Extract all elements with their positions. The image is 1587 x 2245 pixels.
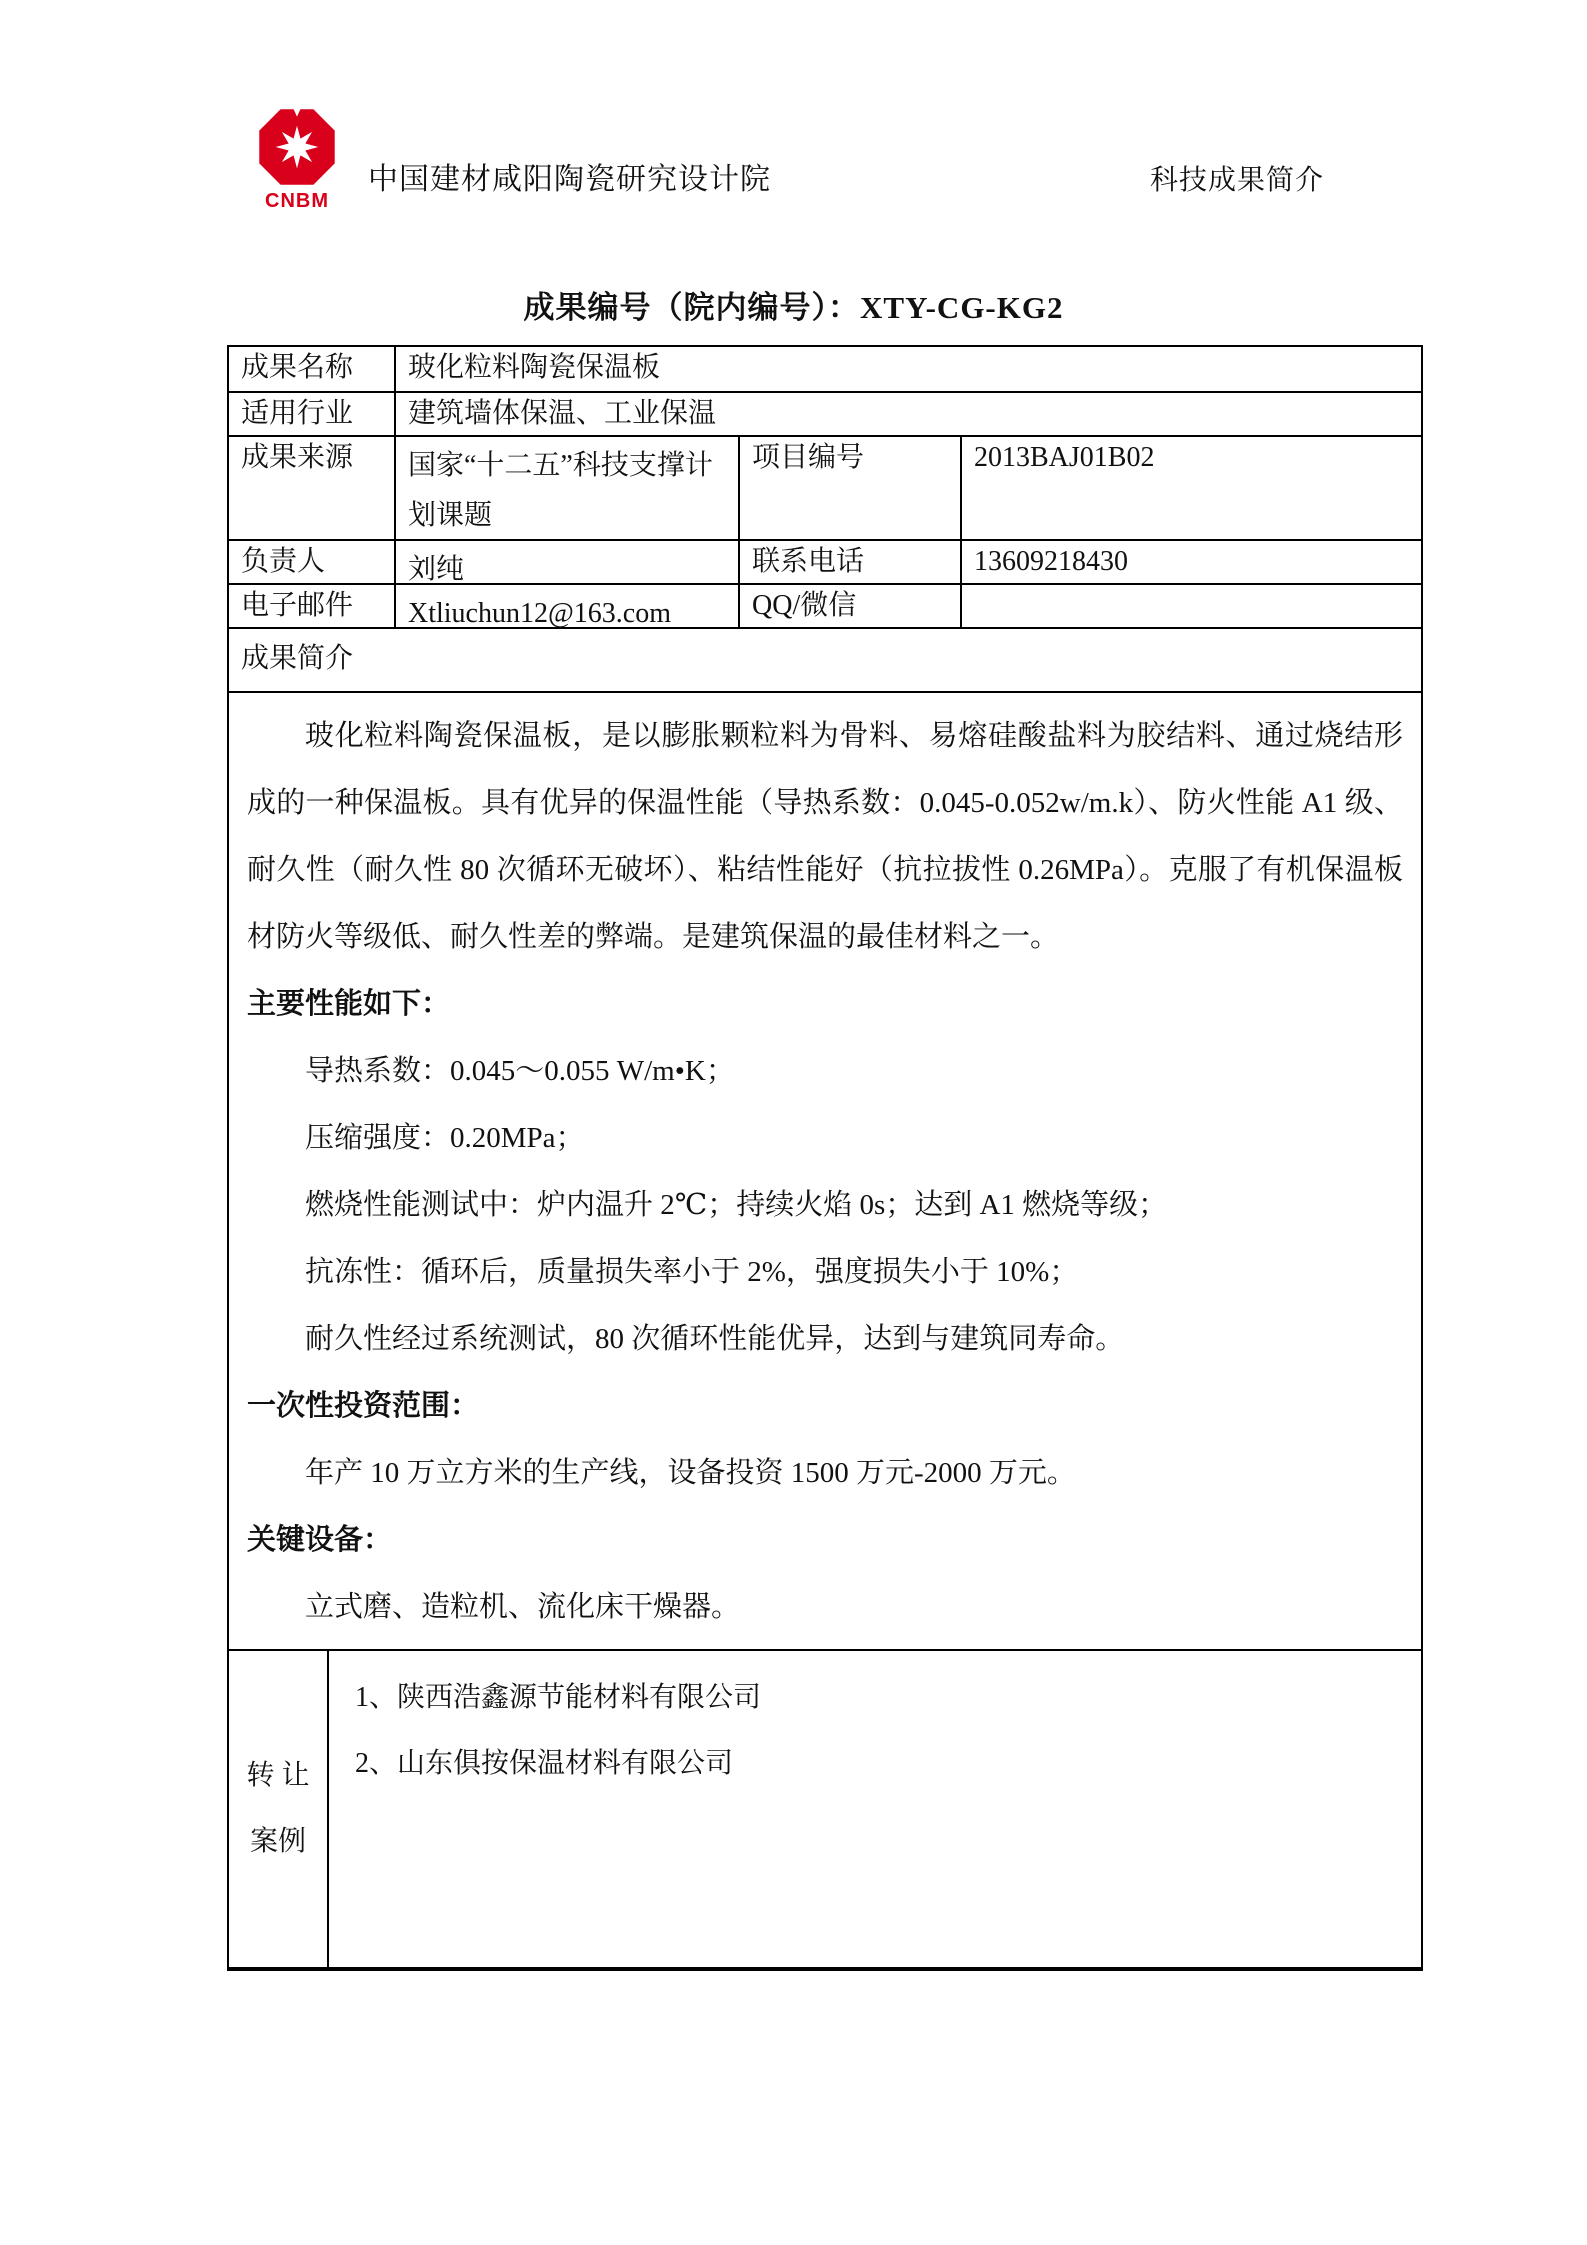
transfer-label-line: 案例 [249,1826,306,1857]
achievement-info-table [227,345,1423,1971]
table-row-summary-header [229,627,1421,691]
field-value-leader: 刘纯 [394,541,738,583]
field-label-project-number: 项目编号 [738,437,960,539]
table-row-leader [229,539,1421,583]
field-label-name: 成果名称 [241,352,354,383]
transfer-case-item: 2、山东俱按保温材料有限公司 [355,1748,734,1779]
page-title: 成果编号（院内编号）：XTY-CG-KG2 [523,290,1064,325]
performance-item: 导热系数：0.045～0.055 W/m•K； [305,1055,735,1087]
cnbm-logo-text: CNBM [265,190,329,212]
investment-text: 年产 10 万立方米的生产线，设备投资 1500 万元-2000 万元。 [305,1457,1076,1489]
table-row-source [229,435,1421,539]
field-label-source: 成果来源 [241,442,354,473]
cnbm-octagon-star-icon [256,106,338,188]
performance-item: 耐久性经过系统测试，80 次循环性能优异，达到与建筑同寿命。 [305,1323,1125,1355]
equipment-heading: 关键设备： [247,1524,393,1556]
performance-item: 压缩强度：0.20MPa； [305,1122,585,1154]
field-value-name: 玻化粒料陶瓷保温板 [394,347,1421,391]
field-value-qq-wechat [960,585,1421,627]
performance-heading: 主要性能如下： [247,988,451,1020]
equipment-text: 立式磨、造粒机、流化床干燥器。 [305,1591,741,1623]
field-value-email: Xtliuchun12@163.com [394,585,738,627]
field-label-leader: 负责人 [241,546,326,577]
performance-item: 抗冻性：循环后，质量损失率小于 2%，强度损失小于 10%； [305,1256,1079,1288]
investment-heading: 一次性投资范围： [247,1390,480,1422]
field-label-phone: 联系电话 [738,541,960,583]
field-value-industry: 建筑墙体保温、工业保温 [394,393,1421,435]
table-row-email [229,583,1421,627]
field-label-qq-wechat: QQ/微信 [738,585,960,627]
field-label-email: 电子邮件 [241,590,354,621]
transfer-cases-label [229,1651,327,1967]
table-row-industry [229,391,1421,435]
institute-name: 中国建材咸阳陶瓷研究设计院 [368,163,771,196]
field-value-project-number: 2013BAJ01B02 [960,437,1421,539]
table-row-summary-content [229,691,1421,1649]
summary-section-title: 成果简介 [241,643,354,674]
document-type-label: 科技成果简介 [1150,164,1325,195]
summary-intro-paragraph: 玻化粒料陶瓷保温板，是以膨胀颗粒料为骨料、易熔硅酸盐料为胶结料、通过烧结形成的一种保温板。具有优异的保温性能（导热系数：0.045-0.052w/m.k）、防火性能 A1 级、耐久性（耐久性 80 次循环无破坏）、粘结性能好（抗拉拔性 0.26MPa）。克服了有机保温板材防火等级低、耐久性差的弊端。是建筑保温的最佳材料之一。 [247,720,1403,953]
summary-content [229,693,1421,1649]
field-value-source: 国家“十二五”科技支撑计划课题 [394,437,738,539]
field-label-industry: 适用行业 [241,398,354,429]
table-row-name [229,347,1421,391]
field-value-phone: 13609218430 [960,541,1421,583]
cnbm-logo [252,106,342,213]
performance-item: 燃烧性能测试中：炉内温升 2℃；持续火焰 0s；达到 A1 燃烧等级； [305,1189,1168,1221]
table-row-transfer-cases [229,1649,1421,1967]
transfer-cases-list [327,1651,1421,1967]
transfer-label-line: 转 让 [246,1760,310,1791]
transfer-case-item: 1、陕西浩鑫源节能材料有限公司 [355,1682,762,1713]
